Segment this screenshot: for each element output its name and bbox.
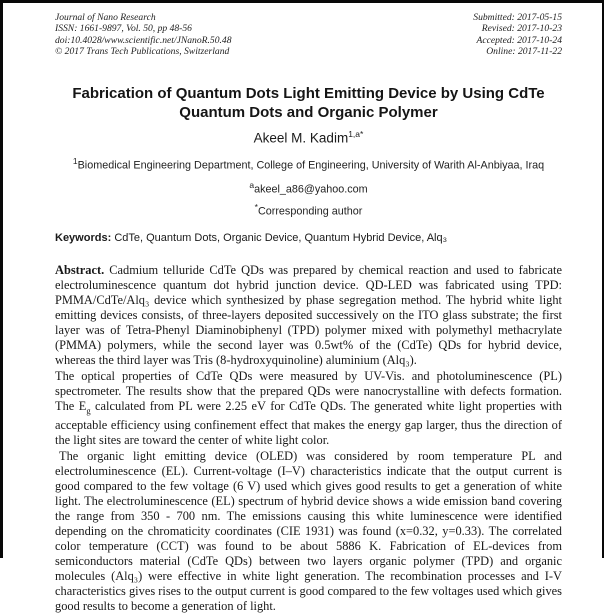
- corresponding-text: Corresponding author: [257, 205, 363, 218]
- abstract-section: [55, 263, 562, 615]
- abstract-paragraph-1-text: Cadmium telluride CdTe QDs was prepared by chemical reaction and used to fabricate electroluminescence quantum dot hybrid junction device. QD-LED was fabricated using TPD: PMMA/CdTe/Alq₃ device which synthesized by phase segregation method. The hybrid white light emitting devices consists, of three-layers deposited successively on the ITO glass substrate; the first layer was of Tetra-Phenyl Diaminobiphenyl (TPD) polymer mixed with polymethyl methacrylate (PMMA) polymers, while the second layer was 0.5wt% of the (CdTe) QDs for hybrid device, whereas the third layer was Tris (8-hydroxyquinoline) aluminium (Alq₃).: [55, 262, 562, 368]
- author-name: Akeel M. Kadim: [253, 130, 349, 146]
- author-line: [55, 129, 562, 146]
- corresponding-author-line: [55, 202, 562, 218]
- email-text: akeel_a86@yahoo.com: [254, 183, 368, 196]
- email-line: [55, 180, 562, 196]
- journal-issn-line: ISSN: 1661-9897, Vol. 50, pp 48-56: [55, 23, 192, 35]
- journal-header: [55, 12, 562, 58]
- date-accepted: Accepted: 2017-10-24: [476, 34, 562, 46]
- email-superscript: a: [249, 179, 255, 190]
- affiliation-text: Biomedical Engineering Department, College of Engineering, University of Warith Al-Anbiyaa, Iraq: [77, 159, 545, 172]
- affiliation-superscript: 1: [72, 156, 78, 167]
- abstract-paragraph-2: [55, 369, 562, 449]
- abstract-paragraph-3: The organic light emitting device (OLED) was considered by room temperature PL and electroluminescence (EL). Current-voltage (I–V) characteristics indicate that the output current is good compared to the few voltage (6 V) used which gives good results to get a generation of white light. The electroluminescence (EL) spectrum of hybrid device shows a wide emission band covering the range from 350 - 700 nm. The emissions causing this white luminescence were identified depending on the chromaticity coordinates (CIE 1931) was found (x=0.32, y=0.33). The correlated color temperature (CCT) was found to be about 5886 K. Fabrication of EL-devices from semiconductors material (CdTe QDs) between two layers organic polymer (TPD) and organic molecules (Alq₃) were effective in white light generation. The recombination processes and I-V characteristics gives rises to the output current is good compared to the few voltages used which gives good results to become a generation of light.: [55, 448, 562, 614]
- date-online: Online: 2017-11-22: [486, 46, 562, 58]
- keywords-text: CdTe, Quantum Dots, Organic Device, Quantum Hybrid Device, Alq₃: [114, 231, 448, 244]
- author-superscript: 1,a*: [348, 128, 364, 139]
- affiliation-line: [55, 156, 562, 172]
- corresponding-superscript: *: [254, 202, 258, 213]
- abstract-paragraph-1: [55, 263, 562, 369]
- keywords-label: Keywords:: [55, 231, 112, 244]
- journal-doi-line: doi:10.4028/www.scientific.net/JNanoR.50.48: [55, 34, 232, 46]
- date-revised: Revised: 2017-10-23: [481, 23, 562, 35]
- article-dates-block: [473, 12, 562, 58]
- date-submitted: Submitted: 2017-05-15: [473, 12, 562, 23]
- keywords-line: [55, 232, 562, 244]
- abstract-paragraph-2-text-b: calculated from PL were 2.25 eV for CdTe QDs. The generated white light properties with acceptable efficiency using confinement effect that makes the energy gap larger, thus the direction of the light sites are toward the center of white light color.: [55, 398, 563, 448]
- journal-copyright-line: © 2017 Trans Tech Publications, Switzerland: [55, 46, 230, 58]
- abstract-eg-subscript: g: [86, 405, 91, 416]
- journal-info-block: [55, 12, 232, 58]
- abstract-label: Abstract.: [55, 262, 105, 277]
- article-title: Fabrication of Quantum Dots Light Emitting Device by Using CdTe Quantum Dots and Organic Polymer: [72, 84, 545, 121]
- journal-name: Journal of Nano Research: [55, 12, 156, 23]
- abstract-paragraph-2-text-a: The optical properties of CdTe QDs were measured by UV-Vis. and photoluminescence (PL) spectrometer. The results show that the prepared QDs were nanocrystalline with defects formation. The E: [55, 368, 562, 413]
